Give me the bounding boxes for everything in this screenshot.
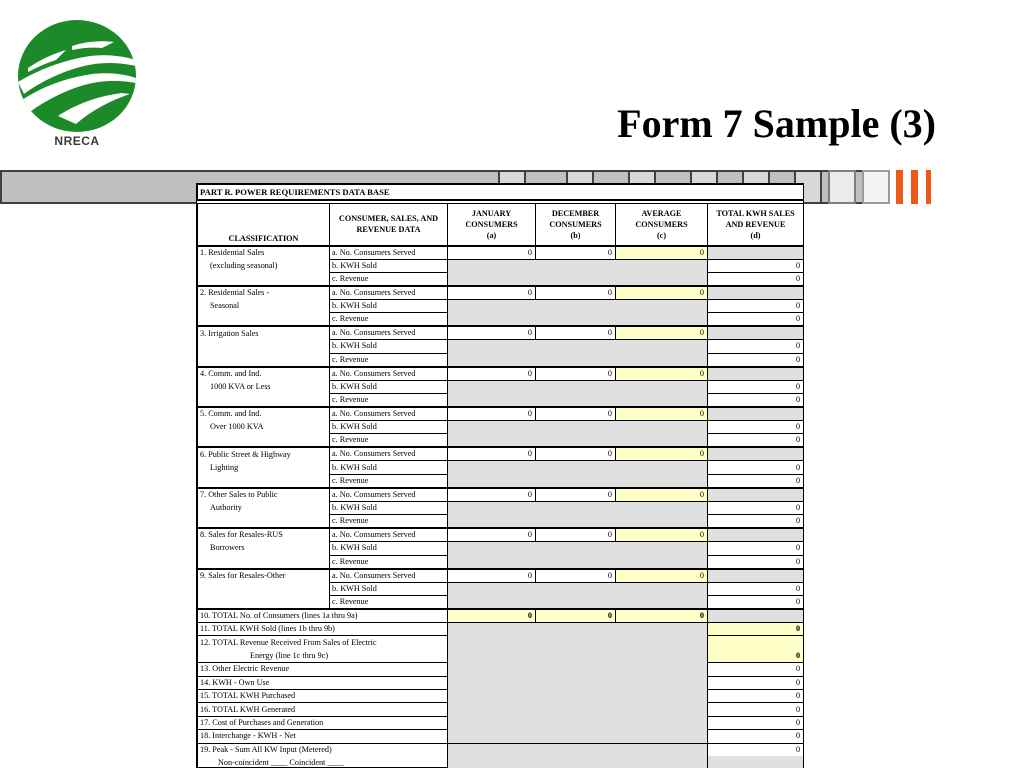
shaded-cell	[708, 447, 804, 461]
total-revenue-label: 12. TOTAL Revenue Received From Sales of Electric	[198, 636, 448, 649]
header-january-sub: (a)	[486, 230, 497, 240]
dec-consumers-cell[interactable]: 0	[536, 407, 616, 421]
totals-section	[198, 609, 804, 768]
sub-label-revenue: c. Revenue	[330, 353, 448, 367]
sub-label-kwh: b. KWH Sold	[330, 299, 448, 312]
interchange-value[interactable]: 0	[708, 730, 804, 743]
class-line2: Authority	[198, 501, 330, 514]
class-line2	[198, 582, 330, 595]
shaded-block	[448, 623, 708, 744]
kwh-sold-cell[interactable]: 0	[708, 461, 804, 474]
sub-label-consumers: a. No. Consumers Served	[330, 488, 448, 502]
cost-purchases-value[interactable]: 0	[708, 716, 804, 729]
shaded-cell	[708, 367, 804, 381]
sub-label-revenue: c. Revenue	[330, 474, 448, 488]
class-blank	[198, 555, 330, 569]
part-title: PART R. POWER REQUIREMENTS DATA BASE	[198, 185, 804, 200]
kwh-purchased-label: 15. TOTAL KWH Purchased	[198, 689, 448, 702]
header-december-sub: (b)	[570, 230, 581, 240]
revenue-cell[interactable]: 0	[708, 596, 804, 610]
dec-consumers-cell[interactable]: 0	[536, 246, 616, 260]
header-total	[708, 204, 804, 246]
total-revenue-value[interactable]: 0	[708, 649, 804, 662]
shaded-block	[448, 743, 708, 768]
sub-label-kwh: b. KWH Sold	[330, 501, 448, 514]
kwh-generated-label: 16. TOTAL KWH Generated	[198, 703, 448, 716]
shaded-block	[448, 542, 708, 569]
sub-label-consumers: a. No. Consumers Served	[330, 447, 448, 461]
kwh-sold-cell[interactable]: 0	[708, 259, 804, 272]
shaded-cell	[708, 407, 804, 421]
total-avg-consumers[interactable]: 0	[616, 609, 708, 623]
field-rows-icon	[18, 20, 136, 132]
kwh-sold-cell[interactable]: 0	[708, 380, 804, 393]
class-line2: Lighting	[198, 461, 330, 474]
accent-bar	[911, 170, 918, 204]
logo-emblem	[18, 20, 136, 132]
sub-label-kwh: b. KWH Sold	[330, 542, 448, 555]
class-blank	[198, 313, 330, 327]
kwh-own-use-label: 14. KWH - Own Use	[198, 676, 448, 689]
revenue-cell[interactable]: 0	[708, 434, 804, 448]
jan-consumers-cell[interactable]: 0	[448, 246, 536, 260]
jan-consumers-cell[interactable]: 0	[448, 528, 536, 542]
shaded-cell	[708, 569, 804, 583]
avg-consumers-cell[interactable]: 0	[616, 488, 708, 502]
header-consumer-data: CONSUMER, SALES, AND REVENUE DATA	[330, 204, 448, 246]
class-blank	[198, 434, 330, 448]
total-jan-consumers[interactable]: 0	[448, 609, 536, 623]
shaded-cell	[708, 528, 804, 542]
kwh-purchased-value[interactable]: 0	[708, 689, 804, 702]
header-total-sub: (d)	[750, 230, 761, 240]
sub-label-consumers: a. No. Consumers Served	[330, 407, 448, 421]
other-electric-revenue-label: 13. Other Electric Revenue	[198, 663, 448, 676]
revenue-cell[interactable]: 0	[708, 272, 804, 286]
logo-brand-text: NRECA	[54, 134, 100, 148]
header-classification: CLASSIFICATION	[198, 204, 330, 246]
header-december	[536, 204, 616, 246]
band-tab	[862, 170, 890, 204]
total-consumers-label: 10. TOTAL No. of Consumers (lines 1a thru 9a)	[198, 609, 448, 623]
header-january-label: JANUARY CONSUMERS	[465, 208, 518, 229]
shaded-block	[448, 461, 708, 488]
class-line2	[198, 340, 330, 353]
class-line1: 4. Comm. and Ind.	[198, 367, 330, 381]
shaded-block	[448, 340, 708, 367]
shaded-cell	[708, 488, 804, 502]
accent-bar	[926, 170, 931, 204]
class-blank	[198, 515, 330, 529]
power-requirements-table	[197, 184, 804, 768]
nreca-logo	[18, 20, 136, 150]
sub-label-consumers: a. No. Consumers Served	[330, 286, 448, 300]
class-line1: 3. Irrigation Sales	[198, 326, 330, 340]
dec-consumers-cell[interactable]: 0	[536, 528, 616, 542]
sub-label-consumers: a. No. Consumers Served	[330, 367, 448, 381]
shaded-block	[448, 501, 708, 528]
slide-title: Form 7 Sample (3)	[617, 101, 936, 146]
peak-kw-value[interactable]: 0	[708, 743, 804, 756]
shaded-block	[448, 299, 708, 326]
sub-label-kwh: b. KWH Sold	[330, 340, 448, 353]
jan-consumers-cell[interactable]: 0	[448, 407, 536, 421]
class-line2: 1000 KVA or Less	[198, 380, 330, 393]
class-line1: 5. Comm. and Ind.	[198, 407, 330, 421]
jan-consumers-cell[interactable]: 0	[448, 367, 536, 381]
sub-label-revenue: c. Revenue	[330, 394, 448, 408]
dec-consumers-cell[interactable]: 0	[536, 286, 616, 300]
avg-consumers-cell[interactable]: 0	[616, 246, 708, 260]
sub-label-consumers: a. No. Consumers Served	[330, 569, 448, 583]
revenue-cell[interactable]: 0	[708, 555, 804, 569]
peak-kw-label-cont: Non-coincident ____ Coincident ____	[198, 756, 448, 768]
total-revenue-label-cont: Energy (line 1c thru 9c)	[198, 649, 448, 662]
avg-consumers-cell[interactable]: 0	[616, 447, 708, 461]
sub-label-kwh: b. KWH Sold	[330, 259, 448, 272]
class-blank	[198, 394, 330, 408]
dec-consumers-cell[interactable]: 0	[536, 367, 616, 381]
kwh-sold-cell[interactable]: 0	[708, 421, 804, 434]
kwh-sold-cell[interactable]: 0	[708, 582, 804, 595]
total-dec-consumers[interactable]: 0	[536, 609, 616, 623]
shaded-cell	[708, 756, 804, 768]
header-total-label: TOTAL KWH SALES AND REVENUE	[716, 208, 795, 229]
interchange-label: 18. Interchange - KWH - Net	[198, 730, 448, 743]
kwh-generated-value[interactable]: 0	[708, 703, 804, 716]
cost-purchases-label: 17. Cost of Purchases and Generation	[198, 716, 448, 729]
kwh-own-use-value[interactable]: 0	[708, 676, 804, 689]
class-line2: Borrowers	[198, 542, 330, 555]
sub-label-consumers: a. No. Consumers Served	[330, 326, 448, 340]
revenue-cell[interactable]: 0	[708, 474, 804, 488]
class-line1: 8. Sales for Resales-RUS	[198, 528, 330, 542]
avg-consumers-cell[interactable]: 0	[616, 367, 708, 381]
shaded-cell	[708, 326, 804, 340]
sub-label-revenue: c. Revenue	[330, 272, 448, 286]
dec-consumers-cell[interactable]: 0	[536, 488, 616, 502]
header-average-label: AVERAGE CONSUMERS	[635, 208, 688, 229]
jan-consumers-cell[interactable]: 0	[448, 569, 536, 583]
shaded-cell	[708, 246, 804, 260]
total-kwh-sold-label: 11. TOTAL KWH Sold (lines 1b thru 9b)	[198, 623, 448, 636]
class-blank	[198, 596, 330, 610]
band-tab	[828, 170, 856, 204]
classification-groups	[198, 246, 804, 610]
class-line1: 7. Other Sales to Public	[198, 488, 330, 502]
class-blank	[198, 474, 330, 488]
sub-label-kwh: b. KWH Sold	[330, 380, 448, 393]
revenue-cell[interactable]: 0	[708, 394, 804, 408]
class-line2: (excluding seasonal)	[198, 259, 330, 272]
peak-kw-label: 19. Peak - Sum All KW Input (Metered)	[198, 743, 448, 756]
class-blank	[198, 272, 330, 286]
avg-consumers-cell[interactable]: 0	[616, 528, 708, 542]
shaded-block	[448, 380, 708, 407]
sub-label-revenue: c. Revenue	[330, 515, 448, 529]
class-line1: 6. Public Street & Highway	[198, 447, 330, 461]
shaded-cell	[708, 609, 804, 623]
sub-label-consumers: a. No. Consumers Served	[330, 246, 448, 260]
avg-consumers-cell[interactable]: 0	[616, 407, 708, 421]
jan-consumers-cell[interactable]: 0	[448, 326, 536, 340]
revenue-cell[interactable]: 0	[708, 313, 804, 327]
kwh-sold-cell[interactable]: 0	[708, 542, 804, 555]
shaded-block	[448, 421, 708, 448]
dec-consumers-cell[interactable]: 0	[536, 569, 616, 583]
shaded-cell	[708, 286, 804, 300]
header-average-sub: (c)	[656, 230, 667, 240]
sub-label-kwh: b. KWH Sold	[330, 461, 448, 474]
jan-consumers-cell[interactable]: 0	[448, 488, 536, 502]
shaded-block	[448, 259, 708, 286]
revenue-cell[interactable]: 0	[708, 515, 804, 529]
dec-consumers-cell[interactable]: 0	[536, 326, 616, 340]
class-line1: 2. Residential Sales -	[198, 286, 330, 300]
sub-label-kwh: b. KWH Sold	[330, 582, 448, 595]
header-december-label: DECEMBER CONSUMERS	[549, 208, 602, 229]
total-kwh-sold-value[interactable]: 0	[708, 623, 804, 636]
other-electric-revenue-value[interactable]: 0	[708, 663, 804, 676]
class-blank	[198, 353, 330, 367]
jan-consumers-cell[interactable]: 0	[448, 447, 536, 461]
total-revenue-blank	[708, 636, 804, 649]
kwh-sold-cell[interactable]: 0	[708, 501, 804, 514]
sub-label-revenue: c. Revenue	[330, 596, 448, 610]
class-line2: Over 1000 KVA	[198, 421, 330, 434]
header-january	[448, 204, 536, 246]
dec-consumers-cell[interactable]: 0	[536, 447, 616, 461]
avg-consumers-cell[interactable]: 0	[616, 286, 708, 300]
jan-consumers-cell[interactable]: 0	[448, 286, 536, 300]
kwh-sold-cell[interactable]: 0	[708, 340, 804, 353]
revenue-cell[interactable]: 0	[708, 353, 804, 367]
class-line1: 1. Residential Sales	[198, 246, 330, 260]
avg-consumers-cell[interactable]: 0	[616, 569, 708, 583]
sub-label-consumers: a. No. Consumers Served	[330, 528, 448, 542]
sub-label-revenue: c. Revenue	[330, 555, 448, 569]
header-average	[616, 204, 708, 246]
sub-label-revenue: c. Revenue	[330, 434, 448, 448]
accent-bar	[896, 170, 903, 204]
sub-label-revenue: c. Revenue	[330, 313, 448, 327]
class-line1: 9. Sales for Resales-Other	[198, 569, 330, 583]
kwh-sold-cell[interactable]: 0	[708, 299, 804, 312]
shaded-block	[448, 582, 708, 609]
sub-label-kwh: b. KWH Sold	[330, 421, 448, 434]
avg-consumers-cell[interactable]: 0	[616, 326, 708, 340]
class-line2: Seasonal	[198, 299, 330, 312]
power-requirements-form	[196, 183, 804, 768]
